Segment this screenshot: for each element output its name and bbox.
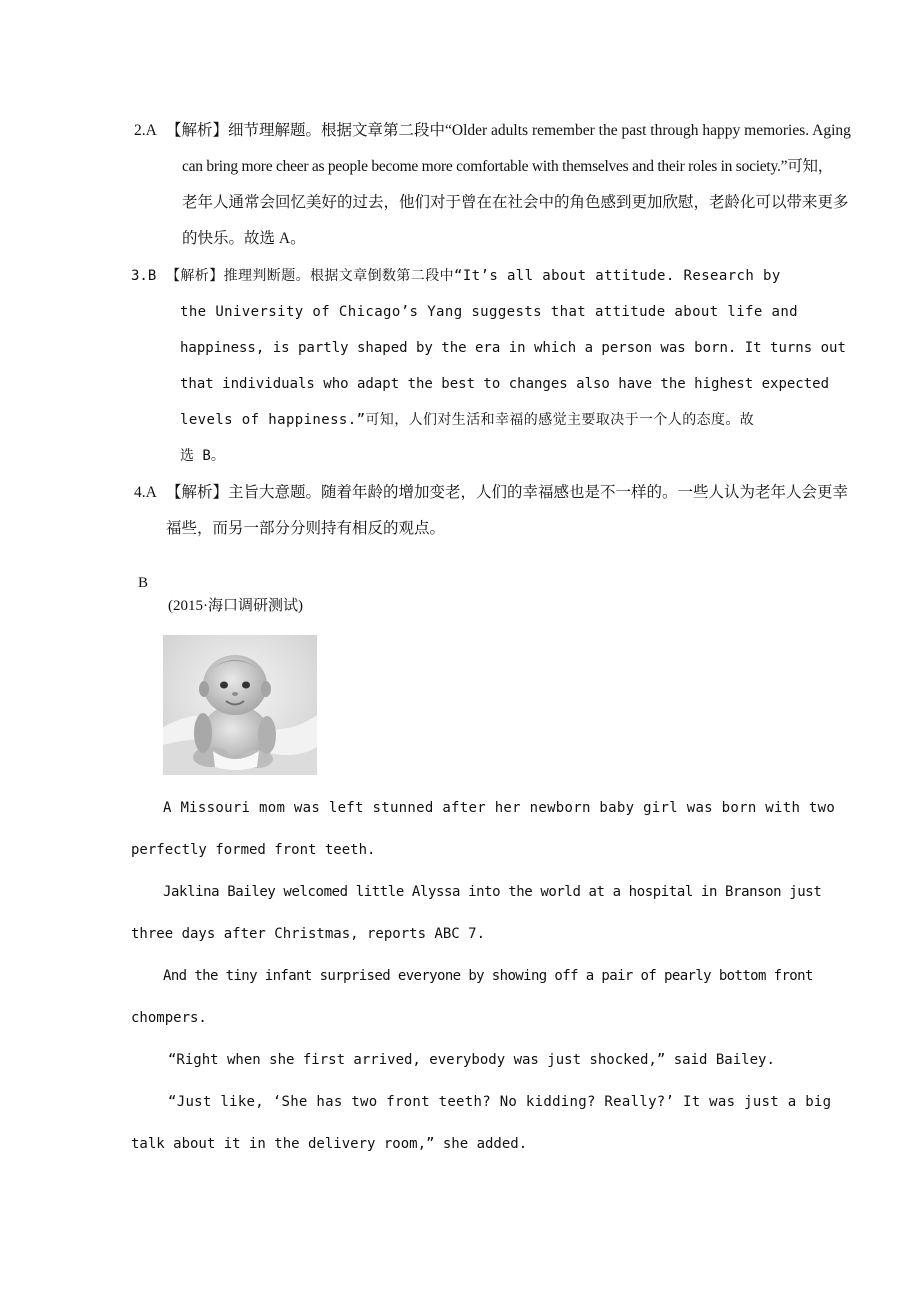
passage-line: “Right when she first arrived, everybody was just shocked,” said Bailey. [168, 1052, 775, 1068]
answer-text-line: 【解析】主旨大意题。随着年龄的增加变老，人们的幸福感也是不一样的。一些人认为老年人会更幸 [166, 484, 849, 501]
passage-line: chompers. [131, 1010, 207, 1026]
answer-text-line: that individuals who adapt the best to changes also have the highest expected [180, 376, 830, 392]
answer-text-line: levels of happiness.”可知，人们对生活和幸福的感觉主要取决于一个人的态度。故 [180, 412, 755, 428]
passage-line: talk about it in the delivery room,” she added. [131, 1136, 528, 1152]
answer-text-line: 选 B。 [180, 448, 225, 464]
answer-text-line: 【解析】细节理解题。根据文章第二段中“Older adults remember the past through happy memories. Aging [166, 122, 851, 139]
answer-text-line: can bring more cheer as people become more comfortable with themselves and their roles in society.”可知， [182, 158, 833, 175]
answer-number: 2.A [134, 122, 157, 139]
passage-line: perfectly formed front teeth. [131, 842, 376, 858]
answer-text-line: the University of Chicago’s Yang suggests that attitude about life and [180, 304, 799, 320]
answer-text-line: 老年人通常会回忆美好的过去，他们对于曾在在社会中的角色感到更加欣慰，老龄化可以带来更多 [182, 194, 849, 211]
section-label: B [138, 575, 149, 591]
answer-text-line: 的快乐。故选 A。 [182, 230, 306, 247]
answer-text-line: happiness, is partly shaped by the era in which a person was born. It turns out [180, 340, 846, 356]
baby-photo [163, 635, 317, 775]
baby-photo-illustration [163, 635, 317, 775]
passage-line: A Missouri mom was left stunned after her newborn baby girl was born with two [163, 800, 836, 816]
answer-number: 3.B [131, 268, 157, 284]
source-note: (2015·海口调研测试) [168, 598, 303, 614]
answer-text-line: 福些，而另一部分分则持有相反的观点。 [166, 520, 446, 537]
passage-line: “Just like, ‘She has two front teeth? No kidding? Really?’ It was just a big [168, 1094, 832, 1110]
passage-line: three days after Christmas, reports ABC 7. [131, 926, 486, 942]
passage-line: Jaklina Bailey welcomed little Alyssa into the world at a hospital in Branson just [163, 884, 822, 900]
passage-line: And the tiny infant surprised everyone by showing off a pair of pearly bottom front [163, 968, 813, 984]
answer-text-line: 【解析】推理判断题。根据文章倒数第二段中“It’s all about attitude. Research by [166, 268, 781, 284]
answer-number: 4.A [134, 484, 157, 501]
